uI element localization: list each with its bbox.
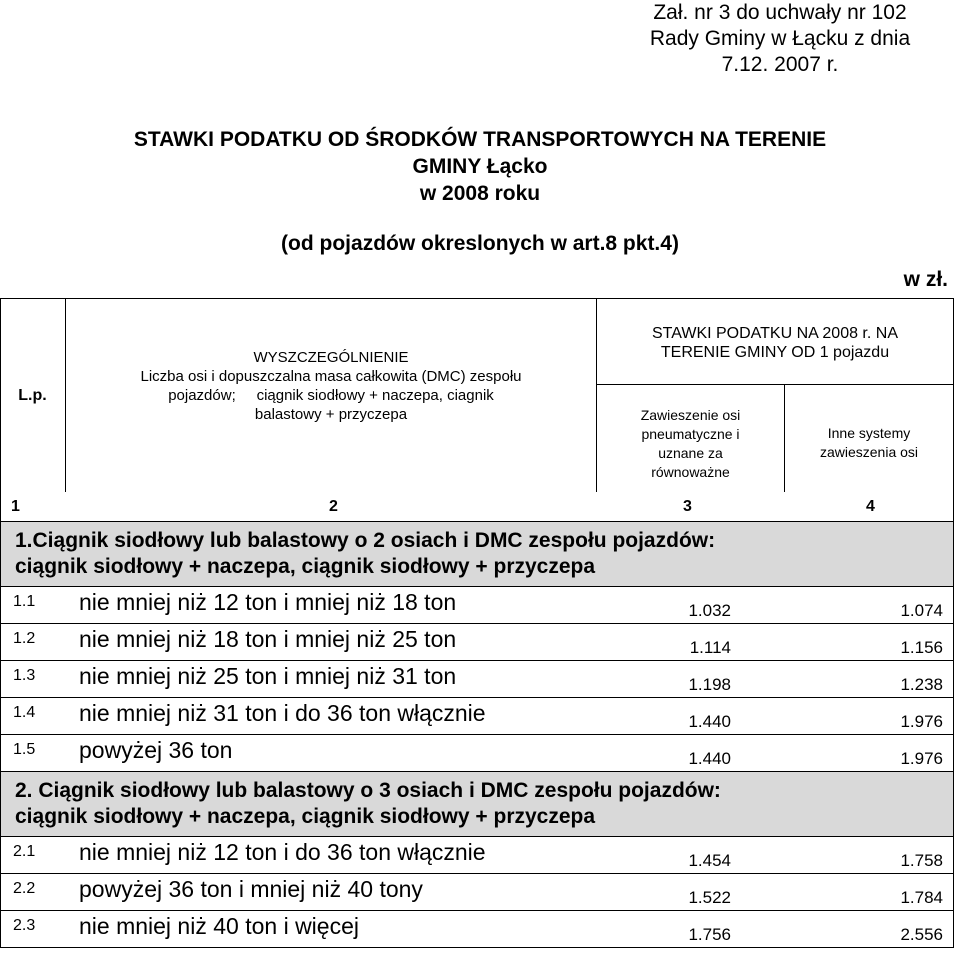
table-row	[0, 624, 954, 661]
rate-other: 1.074	[900, 601, 943, 620]
row-number: 1.2	[13, 630, 36, 647]
header-rates-line-2: TERENIE GMINY OD 1 pojazdu	[660, 344, 890, 361]
header-description-line-2: Liczba osi i dopuszczalna masa całkowita (DMC) zespołu	[140, 368, 522, 385]
header-rates-line-1: STAWKI PODATKU NA 2008 r. NA	[652, 325, 898, 342]
rate-pneumatic: 1.198	[688, 675, 731, 694]
row-number: 1.5	[13, 741, 36, 758]
header-rates	[597, 324, 953, 362]
attachment-line-3: 7.12. 2007 r.	[721, 53, 839, 76]
rate-other: 1.976	[900, 749, 943, 768]
column-number-3: 3	[683, 498, 692, 515]
table-row	[0, 837, 954, 874]
row-description: nie mniej niż 40 ton i więcej	[79, 913, 359, 939]
title-line-3: w 2008 roku	[419, 182, 541, 205]
rate-pneumatic: 1.454	[688, 851, 731, 870]
row-number: 1.4	[13, 704, 36, 721]
title-line-1: STAWKI PODATKU OD ŚRODKÓW TRANSPORTOWYCH NA TERENIE	[133, 128, 827, 151]
header-right-border	[953, 298, 954, 492]
rate-other: 1.758	[900, 851, 943, 870]
row-description: nie mniej niż 18 ton i mniej niż 25 ton	[79, 626, 457, 652]
header-col-4-line-2: zawieszenia osi	[819, 444, 919, 460]
header-description-line-1: WYSZCZEGÓLNIENIE	[253, 349, 409, 366]
header-description-line-3: pojazdów; ciągnik siodłowy + naczepa, ciagnik	[168, 387, 494, 404]
rate-pneumatic: 1.032	[688, 601, 731, 620]
header-description-line-4: balastowy + przyczepa	[254, 406, 408, 423]
attachment-line-1: Zał. nr 3 do uchwały nr 102	[653, 1, 907, 24]
table-row	[0, 735, 954, 772]
section-title-line-2: ciągnik siodłowy + naczepa, ciągnik siodłowy + przyczepa	[15, 805, 596, 828]
row-number: 2.3	[13, 917, 36, 934]
column-number-4: 4	[866, 498, 875, 515]
row-number: 2.2	[13, 880, 36, 897]
table-header	[0, 298, 954, 492]
header-col-3-line-3: uznane za	[658, 445, 723, 461]
title-line-2: GMINY Łącko	[412, 155, 548, 178]
table-row	[0, 661, 954, 698]
rate-other: 1.976	[900, 712, 943, 731]
column-numbers-row	[0, 492, 954, 522]
section-header	[0, 522, 954, 587]
currency-label: w zł.	[903, 268, 948, 291]
header-rates-underline	[596, 384, 954, 385]
table-body	[0, 522, 954, 948]
row-number: 1.1	[13, 593, 36, 610]
row-number: 2.1	[13, 843, 36, 860]
rate-pneumatic: 1.756	[688, 925, 731, 944]
section-title-line-1: 1.Ciągnik siodłowy lub balastowy o 2 osiach i DMC zespołu pojazdów:	[15, 529, 716, 552]
section-title-line-2: ciągnik siodłowy + naczepa, ciągnik siodłowy + przyczepa	[15, 555, 596, 578]
header-description	[66, 348, 596, 424]
header-col-3-line-2: pneumatyczne i	[641, 426, 740, 442]
section-header	[0, 772, 954, 837]
attachment-note	[610, 0, 950, 78]
header-col-4-line-1: Inne systemy	[827, 425, 911, 441]
row-description: nie mniej niż 31 ton i do 36 ton włącznie	[79, 700, 486, 726]
rate-other: 1.238	[900, 675, 943, 694]
row-description: powyżej 36 ton	[79, 737, 233, 763]
row-number: 1.3	[13, 667, 36, 684]
header-top-border	[0, 298, 954, 299]
section-title-line-1: 2. Ciągnik siodłowy lub balastowy o 3 osiach i DMC zespołu pojazdów:	[15, 779, 721, 802]
table-row	[0, 587, 954, 624]
header-col-4	[785, 424, 953, 462]
rate-pneumatic: 1.114	[689, 638, 731, 657]
row-description: nie mniej niż 12 ton i mniej niż 18 ton	[79, 589, 457, 615]
row-description: powyżej 36 ton i mniej niż 40 tony	[79, 876, 423, 902]
attachment-line-2: Rady Gminy w Łącku z dnia	[649, 27, 911, 50]
header-col-3	[597, 406, 784, 482]
column-number-1: 1	[11, 498, 20, 515]
rate-pneumatic: 1.440	[688, 749, 731, 768]
header-col-3-line-1: Zawieszenie osi	[640, 407, 741, 423]
header-col-3-line-4: równoważne	[651, 464, 730, 480]
table-row	[0, 874, 954, 911]
header-lp: L.p.	[18, 387, 47, 404]
column-number-2: 2	[329, 498, 338, 515]
table-row	[0, 911, 954, 948]
row-description: nie mniej niż 12 ton i do 36 ton włącznie	[79, 839, 486, 865]
rate-other: 1.784	[900, 888, 943, 907]
rate-other: 2.556	[900, 925, 943, 944]
rate-pneumatic: 1.440	[688, 712, 731, 731]
table-row	[0, 698, 954, 735]
document-subtitle: (od pojazdów okreslonych w art.8 pkt.4)	[281, 232, 679, 255]
rate-other: 1.156	[900, 638, 943, 657]
row-description: nie mniej niż 25 ton i mniej niż 31 ton	[79, 663, 457, 689]
document-title	[60, 126, 900, 207]
rate-pneumatic: 1.522	[688, 888, 731, 907]
